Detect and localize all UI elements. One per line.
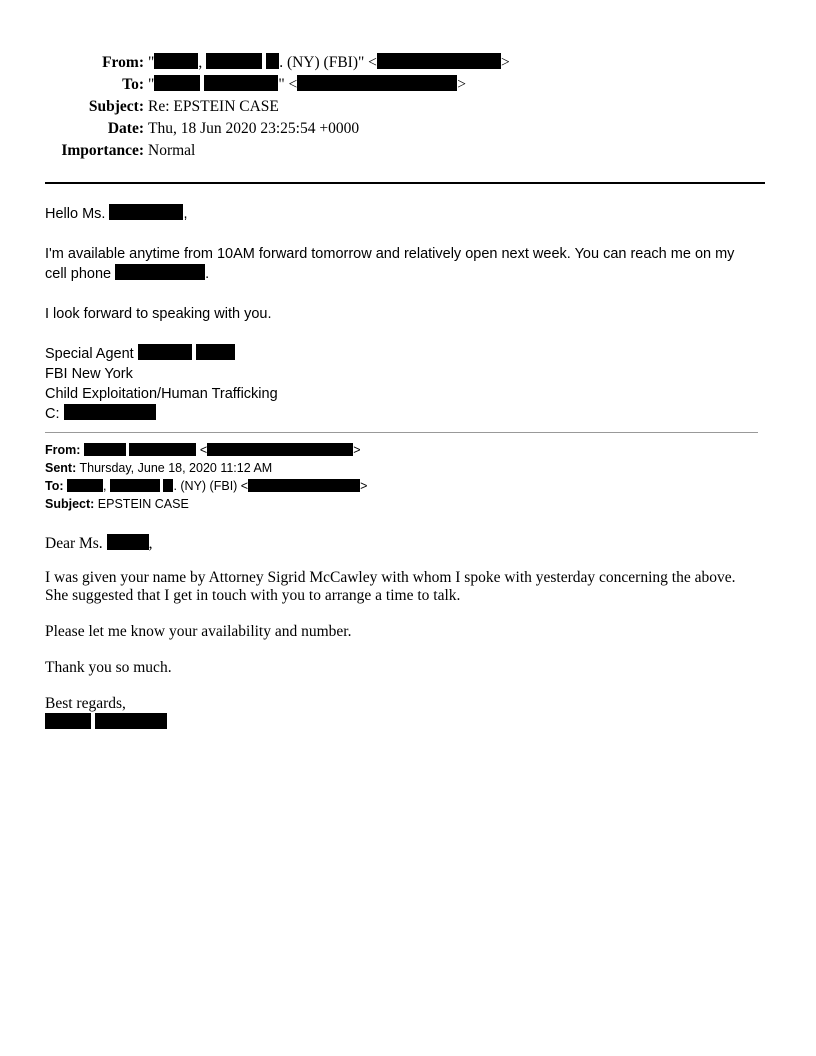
- forwarded-header: [45, 441, 367, 513]
- header-importance-row: [0, 140, 816, 162]
- from-label: From:: [102, 54, 144, 71]
- redaction-block: [109, 204, 183, 220]
- original-closing: Best regards,: [45, 695, 770, 732]
- fwd-from-row: From: < >: [45, 443, 361, 457]
- date-label: Date:: [107, 120, 144, 137]
- header-divider: [45, 182, 765, 184]
- redaction-block: [207, 443, 353, 456]
- redaction-block: [377, 53, 501, 69]
- header-to-row: [0, 74, 816, 96]
- forward-divider: [45, 432, 758, 433]
- redaction-block: [196, 344, 235, 360]
- original-paragraph-1: I was given your name by Attorney Sigrid McCawley with whom I spoke with yesterday concerning the above. She suggested that I get in touch with you to arrange a time to talk.: [45, 569, 736, 604]
- subject-value: Re: EPSTEIN CASE: [148, 98, 279, 115]
- importance-value: Normal: [148, 142, 196, 159]
- redaction-block: [138, 344, 192, 360]
- redaction-block: [45, 713, 91, 729]
- fwd-sent-row: Sent: Thursday, June 18, 2020 11:12 AM: [45, 461, 273, 475]
- importance-label: Importance:: [61, 142, 144, 159]
- original-paragraph-3: Thank you so much.: [45, 659, 172, 676]
- redaction-block: [64, 404, 156, 420]
- original-greeting: Dear Ms. ,: [45, 535, 153, 552]
- original-paragraph-2: Please let me know your availability and number.: [45, 623, 352, 640]
- redaction-block: [206, 53, 262, 69]
- redaction-block: [84, 443, 126, 456]
- reply-greeting: Hello Ms. ,: [45, 206, 188, 222]
- redaction-block: [110, 479, 160, 492]
- date-value: Thu, 18 Jun 2020 23:25:54 +0000: [148, 120, 360, 137]
- redaction-block: [163, 479, 173, 492]
- header-subject-row: [0, 96, 816, 118]
- to-value: " " < >: [148, 76, 467, 93]
- redaction-block: [107, 534, 149, 550]
- fwd-subject-row: Subject: EPSTEIN CASE: [45, 497, 189, 511]
- redaction-block: [297, 75, 457, 91]
- reply-paragraph-2: I look forward to speaking with you.: [45, 306, 272, 322]
- redaction-block: [248, 479, 360, 492]
- fwd-to-row: To: , . (NY) (FBI) < >: [45, 479, 368, 493]
- email-header: [0, 52, 816, 162]
- reply-paragraph-1: I'm available anytime from 10AM forward tomorrow and relatively open next week. You can reach me on my cell phone .: [45, 246, 735, 282]
- redaction-block: [154, 75, 200, 91]
- redaction-block: [129, 443, 196, 456]
- redaction-block: [95, 713, 167, 729]
- to-label: To:: [122, 76, 144, 93]
- header-from-row: [0, 52, 816, 74]
- subject-label: Subject:: [88, 98, 144, 115]
- header-date-row: [0, 118, 816, 140]
- from-value: " , . (NY) (FBI)" < >: [148, 54, 510, 71]
- redaction-block: [204, 75, 278, 91]
- redaction-block: [266, 53, 279, 69]
- redaction-block: [115, 264, 205, 280]
- redaction-block: [154, 53, 198, 69]
- redaction-block: [67, 479, 103, 492]
- reply-signature: Special Agent FBI New York Child Exploitation/Human Trafficking C:: [45, 346, 278, 422]
